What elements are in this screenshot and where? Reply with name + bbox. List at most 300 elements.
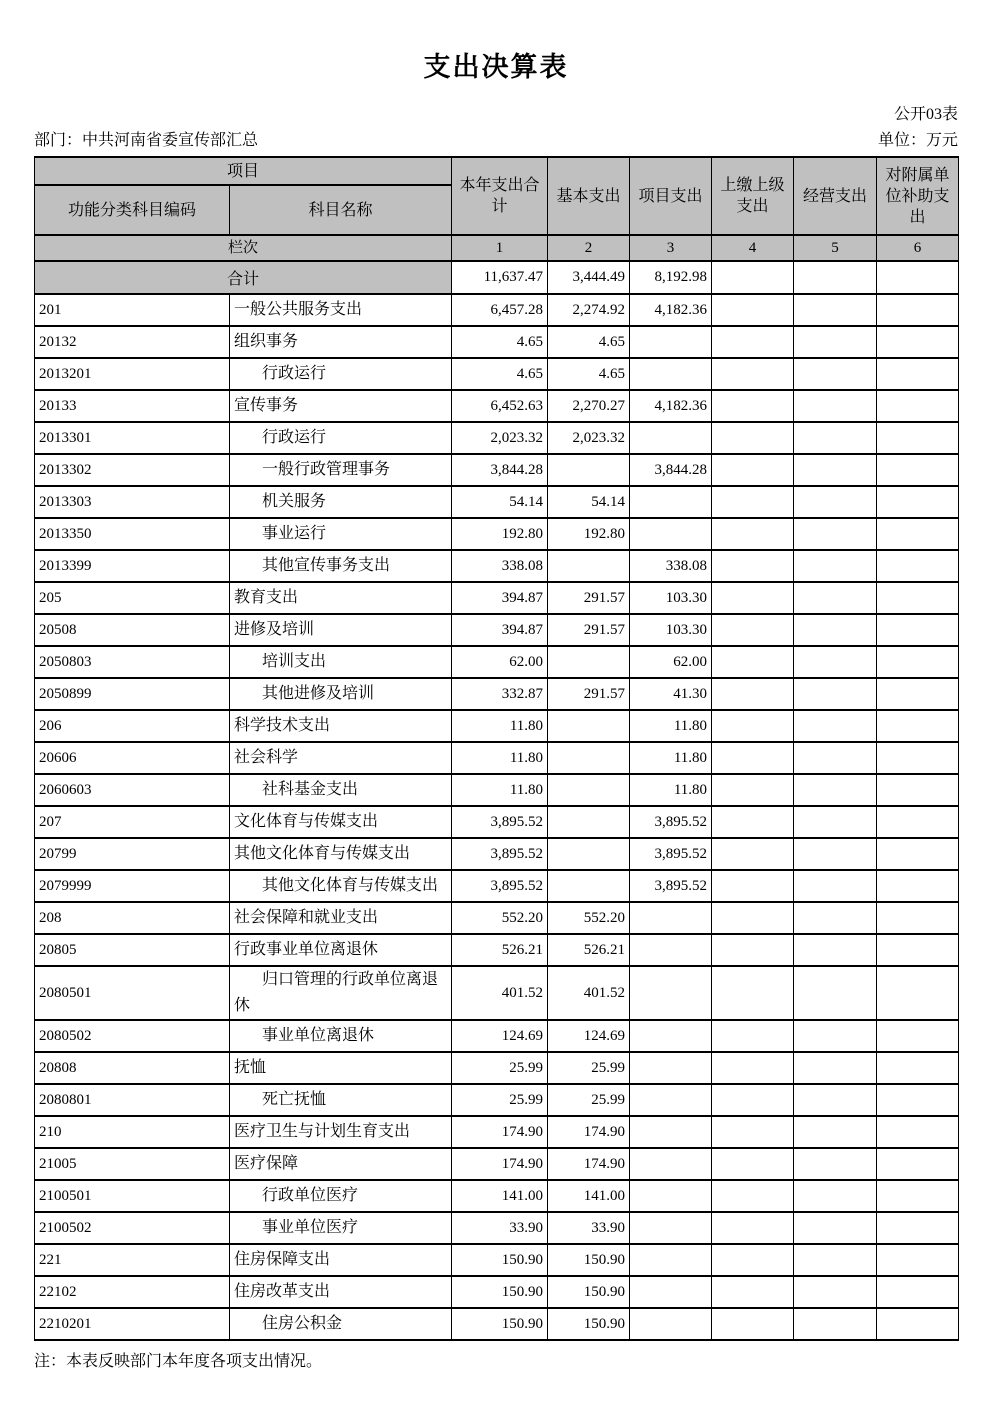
row-code-cell: 208 (35, 902, 230, 934)
row-name-cell: 社会保障和就业支出 (230, 902, 452, 934)
row-value-cell (794, 966, 877, 1020)
row-value-cell (794, 1244, 877, 1276)
row-value-cell (877, 1244, 959, 1276)
row-value-cell (712, 1276, 794, 1308)
row-code-cell: 2060603 (35, 774, 230, 806)
meta-line (34, 131, 958, 151)
table-row (35, 1180, 959, 1212)
row-value-cell: 62.00 (452, 646, 548, 678)
row-value-cell (712, 326, 794, 358)
table-row (35, 934, 959, 966)
row-value-cell (630, 1212, 712, 1244)
row-value-cell (630, 1116, 712, 1148)
row-value-cell (548, 550, 630, 582)
row-value-cell (794, 870, 877, 902)
row-value-cell: 150.90 (452, 1308, 548, 1340)
row-value-cell (877, 614, 959, 646)
row-value-cell (794, 454, 877, 486)
row-value-cell (712, 774, 794, 806)
row-value-cell: 150.90 (548, 1276, 630, 1308)
header-project: 项目 (35, 157, 452, 185)
row-name-cell: 宣传事务 (230, 390, 452, 422)
row-value-cell (712, 294, 794, 326)
column-index-1: 1 (452, 235, 548, 261)
table-row (35, 902, 959, 934)
row-value-cell: 150.90 (548, 1244, 630, 1276)
row-code-cell: 210 (35, 1116, 230, 1148)
row-value-cell (877, 902, 959, 934)
row-value-cell: 103.30 (630, 614, 712, 646)
table-row (35, 518, 959, 550)
table-row (35, 550, 959, 582)
row-code-cell: 20132 (35, 326, 230, 358)
row-code-cell: 2013303 (35, 486, 230, 518)
row-value-cell (712, 1244, 794, 1276)
row-value-cell (877, 1180, 959, 1212)
row-value-cell (712, 710, 794, 742)
row-value-cell (630, 1084, 712, 1116)
row-value-cell (630, 1180, 712, 1212)
row-value-cell (877, 550, 959, 582)
row-value-cell: 33.90 (548, 1212, 630, 1244)
row-value-cell (630, 966, 712, 1020)
table-row (35, 742, 959, 774)
row-value-cell: 338.08 (452, 550, 548, 582)
row-value-cell (630, 422, 712, 454)
row-value-cell: 174.90 (452, 1148, 548, 1180)
row-value-cell (794, 518, 877, 550)
row-code-cell: 2013399 (35, 550, 230, 582)
row-code-cell: 2080801 (35, 1084, 230, 1116)
table-row (35, 646, 959, 678)
table-row (35, 454, 959, 486)
department-label: 部门：中共河南省委宣传部汇总 (34, 132, 259, 149)
row-value-cell (877, 806, 959, 838)
row-name-cell: 文化体育与传媒支出 (230, 806, 452, 838)
table-row (35, 710, 959, 742)
table-row (35, 390, 959, 422)
row-value-cell: 11.80 (452, 710, 548, 742)
row-value-cell (548, 454, 630, 486)
row-value-cell (712, 550, 794, 582)
row-value-cell: 2,270.27 (548, 390, 630, 422)
row-code-cell: 206 (35, 710, 230, 742)
row-value-cell: 4.65 (452, 326, 548, 358)
row-code-cell: 20606 (35, 742, 230, 774)
row-value-cell (877, 934, 959, 966)
row-value-cell: 3,844.28 (452, 454, 548, 486)
row-value-cell (630, 1020, 712, 1052)
row-code-cell: 2080502 (35, 1020, 230, 1052)
row-name-cell: 行政运行 (230, 422, 452, 454)
row-value-cell: 338.08 (630, 550, 712, 582)
row-value-cell (712, 742, 794, 774)
row-name-cell: 组织事务 (230, 326, 452, 358)
row-code-cell: 2100501 (35, 1180, 230, 1212)
row-value-cell (794, 742, 877, 774)
row-value-cell (877, 1052, 959, 1084)
table-row (35, 422, 959, 454)
row-value-cell: 11.80 (630, 742, 712, 774)
row-value-cell (712, 390, 794, 422)
row-value-cell: 62.00 (630, 646, 712, 678)
row-value-cell: 394.87 (452, 614, 548, 646)
row-value-cell (877, 646, 959, 678)
row-value-cell: 526.21 (548, 934, 630, 966)
table-row (35, 1244, 959, 1276)
column-index-6: 6 (877, 235, 959, 261)
row-name-cell: 进修及培训 (230, 614, 452, 646)
row-value-cell: 25.99 (548, 1052, 630, 1084)
table-row (35, 1148, 959, 1180)
row-value-cell (548, 774, 630, 806)
row-value-cell: 103.30 (630, 582, 712, 614)
row-value-cell (630, 326, 712, 358)
row-value-cell (794, 678, 877, 710)
row-value-cell (712, 1212, 794, 1244)
row-value-cell (877, 678, 959, 710)
row-value-cell (548, 742, 630, 774)
header-function-code: 功能分类科目编码 (35, 185, 230, 235)
row-code-cell: 205 (35, 582, 230, 614)
table-row (35, 326, 959, 358)
table-row (35, 678, 959, 710)
table-row (35, 838, 959, 870)
row-value-cell (877, 1116, 959, 1148)
row-value-cell: 174.90 (548, 1116, 630, 1148)
row-value-cell (877, 1212, 959, 1244)
row-value-cell: 552.20 (452, 902, 548, 934)
row-code-cell: 2013302 (35, 454, 230, 486)
row-name-cell: 行政事业单位离退休 (230, 934, 452, 966)
row-value-cell: 2,274.92 (548, 294, 630, 326)
table-row (35, 806, 959, 838)
row-value-cell: 6,457.28 (452, 294, 548, 326)
row-value-cell (794, 1148, 877, 1180)
row-value-cell (548, 806, 630, 838)
table-row (35, 870, 959, 902)
row-value-cell (794, 1020, 877, 1052)
row-value-cell (794, 838, 877, 870)
total-value-cell: 11,637.47 (452, 261, 548, 294)
row-value-cell (794, 774, 877, 806)
row-value-cell (548, 710, 630, 742)
row-value-cell: 33.90 (452, 1212, 548, 1244)
row-value-cell (877, 486, 959, 518)
row-value-cell: 3,844.28 (630, 454, 712, 486)
row-value-cell: 54.14 (548, 486, 630, 518)
row-code-cell: 20805 (35, 934, 230, 966)
row-name-cell: 住房改革支出 (230, 1276, 452, 1308)
row-value-cell (794, 358, 877, 390)
row-value-cell: 2,023.32 (452, 422, 548, 454)
column-index-5: 5 (794, 235, 877, 261)
row-value-cell (630, 1148, 712, 1180)
row-value-cell (548, 838, 630, 870)
row-value-cell (877, 294, 959, 326)
row-value-cell (712, 358, 794, 390)
row-code-cell: 22102 (35, 1276, 230, 1308)
header-subsidy-to-affiliated: 对附属单位补助支出 (877, 157, 959, 235)
note-text: 注：本表反映部门本年度各项支出情况。 (34, 1353, 323, 1370)
table-row (35, 1276, 959, 1308)
table-code-label: 公开03表 (893, 106, 958, 123)
row-name-cell: 归口管理的行政单位离退休 (230, 966, 452, 1020)
row-value-cell (794, 390, 877, 422)
row-name-cell: 医疗卫生与计划生育支出 (230, 1116, 452, 1148)
header-remit-to-superior: 上缴上级支出 (712, 157, 794, 235)
row-value-cell: 25.99 (452, 1084, 548, 1116)
row-name-cell: 抚恤 (230, 1052, 452, 1084)
row-value-cell: 25.99 (548, 1084, 630, 1116)
row-code-cell: 207 (35, 806, 230, 838)
row-value-cell (877, 518, 959, 550)
row-value-cell (712, 838, 794, 870)
header-operating-expenditure: 经营支出 (794, 157, 877, 235)
row-value-cell (794, 646, 877, 678)
page-title: 支出决算表 (423, 52, 569, 82)
row-code-cell: 20799 (35, 838, 230, 870)
column-index-4: 4 (712, 235, 794, 261)
table-row (35, 1052, 959, 1084)
row-value-cell (712, 1020, 794, 1052)
table-row (35, 582, 959, 614)
row-code-cell: 20508 (35, 614, 230, 646)
row-code-cell: 201 (35, 294, 230, 326)
row-value-cell: 192.80 (452, 518, 548, 550)
row-value-cell (630, 358, 712, 390)
row-value-cell (794, 710, 877, 742)
table-row (35, 1020, 959, 1052)
row-value-cell: 526.21 (452, 934, 548, 966)
row-value-cell: 401.52 (548, 966, 630, 1020)
row-value-cell: 4,182.36 (630, 294, 712, 326)
row-value-cell: 291.57 (548, 678, 630, 710)
row-value-cell (630, 1244, 712, 1276)
row-name-cell: 事业单位离退休 (230, 1020, 452, 1052)
total-value-cell (877, 261, 959, 294)
row-value-cell: 141.00 (452, 1180, 548, 1212)
row-value-cell (712, 1116, 794, 1148)
table-row (35, 1116, 959, 1148)
row-value-cell: 150.90 (548, 1308, 630, 1340)
row-name-cell: 一般公共服务支出 (230, 294, 452, 326)
total-row (35, 261, 959, 294)
row-code-cell: 2080501 (35, 966, 230, 1020)
row-value-cell: 174.90 (452, 1116, 548, 1148)
row-code-cell: 20133 (35, 390, 230, 422)
table-row (35, 1084, 959, 1116)
row-value-cell (877, 326, 959, 358)
row-value-cell (712, 1308, 794, 1340)
row-value-cell: 3,895.52 (630, 838, 712, 870)
row-value-cell: 552.20 (548, 902, 630, 934)
table-row (35, 486, 959, 518)
row-value-cell (877, 422, 959, 454)
row-value-cell (712, 614, 794, 646)
row-value-cell: 174.90 (548, 1148, 630, 1180)
row-name-cell: 住房保障支出 (230, 1244, 452, 1276)
row-value-cell (712, 678, 794, 710)
row-name-cell: 其他宣传事务支出 (230, 550, 452, 582)
row-value-cell: 3,895.52 (452, 838, 548, 870)
row-value-cell (794, 326, 877, 358)
row-value-cell (794, 1116, 877, 1148)
row-value-cell (712, 1148, 794, 1180)
row-code-cell: 20808 (35, 1052, 230, 1084)
row-value-cell: 150.90 (452, 1276, 548, 1308)
row-code-cell: 2210201 (35, 1308, 230, 1340)
row-value-cell (630, 902, 712, 934)
row-value-cell (877, 742, 959, 774)
row-name-cell: 科学技术支出 (230, 710, 452, 742)
row-value-cell: 3,895.52 (630, 806, 712, 838)
row-name-cell: 其他文化体育与传媒支出 (230, 870, 452, 902)
row-name-cell: 行政单位医疗 (230, 1180, 452, 1212)
header-current-year-total: 本年支出合计 (452, 157, 548, 235)
row-value-cell (712, 966, 794, 1020)
row-value-cell: 4,182.36 (630, 390, 712, 422)
unit-label: 单位：万元 (877, 132, 958, 149)
row-value-cell: 54.14 (452, 486, 548, 518)
row-value-cell (712, 806, 794, 838)
row-value-cell (877, 1308, 959, 1340)
row-value-cell (877, 1020, 959, 1052)
row-value-cell (712, 518, 794, 550)
row-value-cell: 3,895.52 (452, 870, 548, 902)
row-value-cell (712, 582, 794, 614)
row-code-cell: 2013301 (35, 422, 230, 454)
table-row (35, 774, 959, 806)
column-index-row (35, 235, 959, 261)
table-row (35, 614, 959, 646)
row-value-cell (794, 934, 877, 966)
row-value-cell: 401.52 (452, 966, 548, 1020)
row-value-cell (712, 1180, 794, 1212)
row-code-cell: 21005 (35, 1148, 230, 1180)
row-value-cell (712, 646, 794, 678)
row-value-cell: 11.80 (452, 742, 548, 774)
row-name-cell: 事业运行 (230, 518, 452, 550)
row-code-cell: 2013350 (35, 518, 230, 550)
row-name-cell: 机关服务 (230, 486, 452, 518)
row-value-cell: 124.69 (548, 1020, 630, 1052)
row-name-cell: 一般行政管理事务 (230, 454, 452, 486)
row-code-cell: 2050803 (35, 646, 230, 678)
row-code-cell: 2050899 (35, 678, 230, 710)
row-value-cell: 11.80 (630, 710, 712, 742)
row-value-cell (877, 710, 959, 742)
row-name-cell: 社会科学 (230, 742, 452, 774)
row-value-cell (794, 582, 877, 614)
row-value-cell: 150.90 (452, 1244, 548, 1276)
row-value-cell (877, 582, 959, 614)
row-value-cell (877, 838, 959, 870)
row-name-cell: 其他文化体育与传媒支出 (230, 838, 452, 870)
row-value-cell (712, 902, 794, 934)
row-value-cell (630, 518, 712, 550)
row-value-cell (794, 1052, 877, 1084)
row-value-cell (712, 870, 794, 902)
row-value-cell (548, 646, 630, 678)
row-value-cell (794, 1180, 877, 1212)
row-value-cell (877, 358, 959, 390)
row-value-cell: 6,452.63 (452, 390, 548, 422)
table-row (35, 966, 959, 1020)
row-value-cell (712, 1084, 794, 1116)
row-value-cell (877, 454, 959, 486)
row-value-cell: 3,895.52 (630, 870, 712, 902)
row-value-cell (794, 1276, 877, 1308)
row-value-cell (712, 1052, 794, 1084)
row-name-cell: 死亡抚恤 (230, 1084, 452, 1116)
header-basic-expenditure: 基本支出 (548, 157, 630, 235)
row-value-cell (548, 870, 630, 902)
row-value-cell (794, 1212, 877, 1244)
table-row (35, 1308, 959, 1340)
row-name-cell: 行政运行 (230, 358, 452, 390)
total-value-cell (794, 261, 877, 294)
row-value-cell (794, 902, 877, 934)
table-row (35, 1212, 959, 1244)
row-value-cell: 291.57 (548, 614, 630, 646)
row-value-cell (712, 422, 794, 454)
row-name-cell: 其他进修及培训 (230, 678, 452, 710)
row-value-cell (877, 966, 959, 1020)
row-value-cell (794, 614, 877, 646)
row-value-cell: 124.69 (452, 1020, 548, 1052)
row-value-cell (877, 1276, 959, 1308)
table-row (35, 294, 959, 326)
row-value-cell (794, 422, 877, 454)
row-value-cell (877, 870, 959, 902)
header-row-project (35, 157, 959, 185)
total-label: 合计 (35, 261, 452, 294)
row-value-cell (794, 294, 877, 326)
row-value-cell (877, 390, 959, 422)
row-value-cell: 4.65 (548, 358, 630, 390)
row-value-cell: 4.65 (452, 358, 548, 390)
row-name-cell: 住房公积金 (230, 1308, 452, 1340)
row-code-cell: 2100502 (35, 1212, 230, 1244)
row-value-cell (794, 806, 877, 838)
row-value-cell: 394.87 (452, 582, 548, 614)
row-value-cell (794, 550, 877, 582)
row-value-cell: 4.65 (548, 326, 630, 358)
row-value-cell (712, 486, 794, 518)
row-value-cell: 3,895.52 (452, 806, 548, 838)
header-project-expenditure: 项目支出 (630, 157, 712, 235)
row-name-cell: 社科基金支出 (230, 774, 452, 806)
row-code-cell: 221 (35, 1244, 230, 1276)
row-value-cell: 11.80 (452, 774, 548, 806)
row-value-cell (712, 454, 794, 486)
row-value-cell (712, 934, 794, 966)
row-value-cell (877, 1084, 959, 1116)
row-value-cell: 11.80 (630, 774, 712, 806)
row-name-cell: 医疗保障 (230, 1148, 452, 1180)
row-name-cell: 培训支出 (230, 646, 452, 678)
row-name-cell: 事业单位医疗 (230, 1212, 452, 1244)
row-value-cell (630, 486, 712, 518)
row-value-cell (794, 486, 877, 518)
total-value-cell: 3,444.49 (548, 261, 630, 294)
row-value-cell (630, 1308, 712, 1340)
row-value-cell: 332.87 (452, 678, 548, 710)
row-value-cell (794, 1084, 877, 1116)
column-index-2: 2 (548, 235, 630, 261)
column-index-3: 3 (630, 235, 712, 261)
